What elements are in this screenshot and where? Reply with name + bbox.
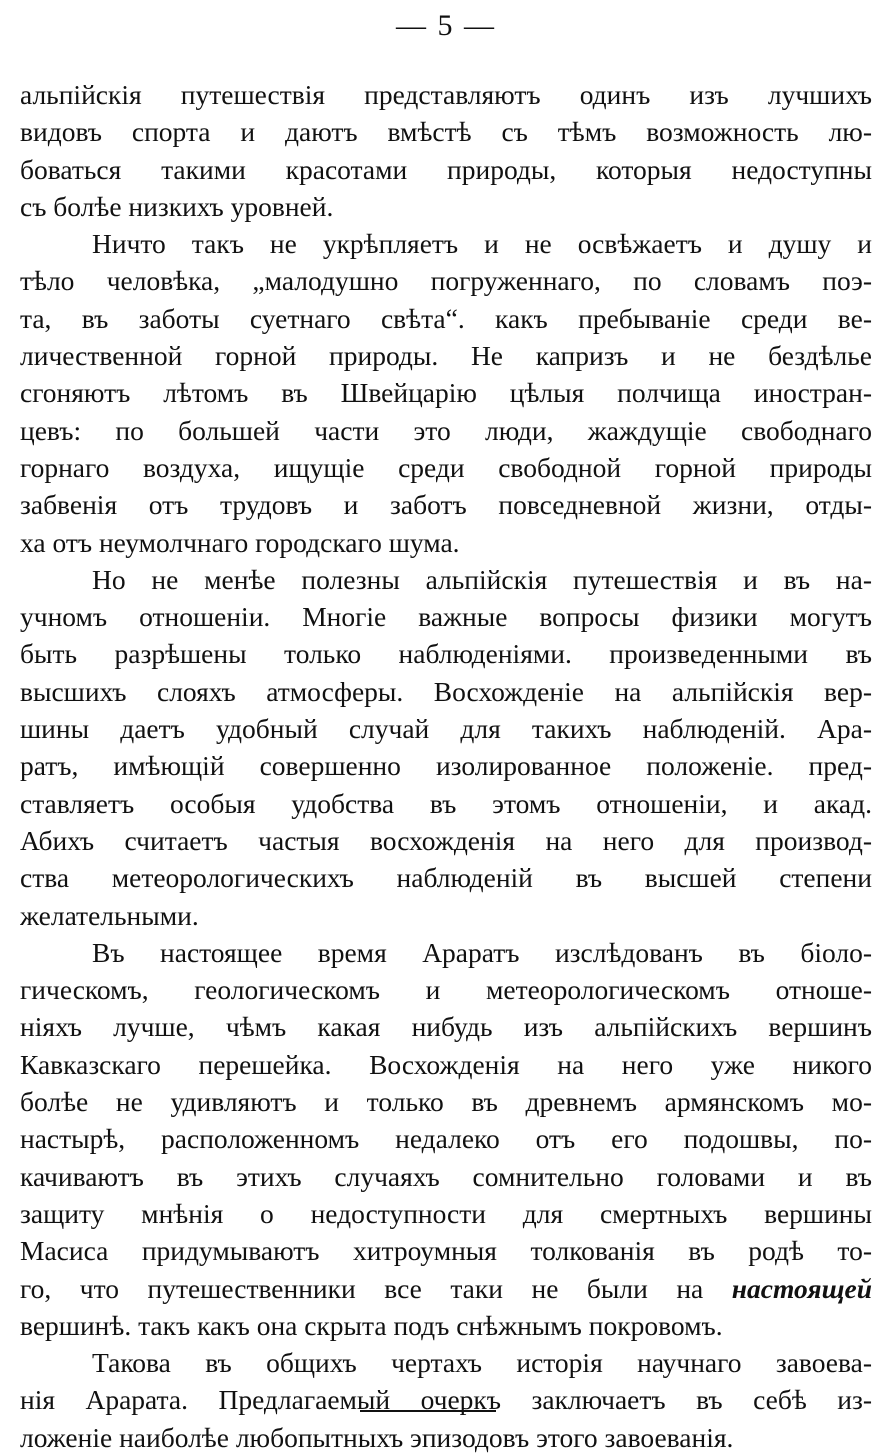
text-line: Но не менѣе полезны альпійскія путешествія и въ на- [92, 563, 872, 595]
text-line: высшихъ слояхъ атмосферы. Восхожденіе на альпійскія вер- [20, 675, 872, 707]
text-line: ратъ, имѣющій совершенно изолированное положеніе. пред- [20, 750, 872, 782]
text-line: Такова въ общихъ чертахъ исторія научнаго завоева- [92, 1347, 872, 1379]
paragraph [20, 934, 872, 1344]
text-line: гическомъ, геологическомъ и метеорологическомъ отноше- [20, 974, 872, 1006]
text-line: настырѣ, расположенномъ недалеко отъ его подошвы, по- [20, 1123, 872, 1155]
text-line: защиту мнѣнія о недоступности для смертныхъ вершины [20, 1197, 872, 1229]
text-line: съ болѣе низкихъ уровней. [20, 190, 334, 222]
text-line: ха отъ неумолчнаго городскаго шума. [20, 526, 460, 558]
emphasized-word: настоящей [731, 1272, 872, 1304]
text-line-with-emphasis [20, 1270, 872, 1307]
text-line: цевъ: по большей части это люди, жаждущіе свободнаго [20, 414, 872, 446]
document-page [20, 0, 872, 1453]
text-line: ложеніе наиболѣе любопытныхъ эпизодовъ этого завоеванія. [20, 1421, 734, 1453]
text-line: Кавказскаго перешейка. Восхожденія на него уже никого [20, 1048, 872, 1080]
paragraph [20, 561, 872, 934]
text-line: нія Арарата. Предлагаемый очеркъ заключаетъ въ себѣ из- [20, 1384, 872, 1416]
text-line: альпійскія путешествія представляютъ одинъ изъ лучшихъ [20, 79, 872, 110]
text-line: та, въ заботы суетнаго свѣта“. какъ пребываніе среди ве- [20, 302, 872, 334]
text-line: быть разрѣшены только наблюденіями. произведенными въ [20, 638, 872, 670]
text-line: болѣе не удивляютъ и только въ древнемъ армянскомъ мо- [20, 1086, 872, 1118]
text-line: горнаго воздуха, ищущіе среди свободной горной природы [20, 451, 872, 483]
paragraph [20, 1344, 872, 1456]
text-line: ства метеорологическихъ наблюденій въ высшей степени [20, 862, 872, 894]
text-line: Масиса придумываютъ хитроумныя толкованія въ родѣ то- [20, 1235, 872, 1267]
text-segment: го, что путешественники все таки не были на [20, 1272, 704, 1304]
text-line: учномъ отношеніи. Многіе важные вопросы физики могутъ [20, 601, 872, 633]
text-line: ніяхъ лучше, чѣмъ какая нибудь изъ альпійскихъ вершинъ [20, 1011, 872, 1043]
text-line: тѣло человѣка, „малодушно погруженнаго, по словамъ поэ- [20, 265, 872, 297]
paragraph [20, 76, 872, 225]
text-line: вершинѣ. такъ какъ она скрыта подъ снѣжнымъ покровомъ. [20, 1309, 723, 1341]
text-line: качиваютъ въ этихъ случаяхъ сомнительно головами и въ [20, 1160, 872, 1192]
text-line: шины даетъ удобный случай для такихъ наблюденій. Ара- [20, 713, 872, 745]
paragraph [20, 225, 872, 561]
text-line: Ничто такъ не укрѣпляетъ и не освѣжаетъ и душу и [92, 228, 872, 260]
text-line: Абихъ считаетъ частыя восхожденія на него для производ- [20, 824, 872, 856]
page-number: — 5 — [396, 9, 496, 42]
text-line: забвенія отъ трудовъ и заботъ повседневной жизни, отды- [20, 489, 872, 521]
text-line: ставляетъ особыя удобства въ этомъ отношеніи, и акад. [20, 787, 872, 819]
text-line: видовъ спорта и даютъ вмѣстѣ съ тѣмъ возможность лю- [20, 116, 872, 148]
text-line: сгоняютъ лѣтомъ въ Швейцарію цѣлыя полчища иностран- [20, 377, 872, 409]
body-text [20, 76, 872, 1456]
text-line: желательными. [20, 899, 199, 931]
text-line: личественной горной природы. Не капризъ и не бездѣлье [20, 340, 872, 372]
end-rule [360, 1410, 496, 1412]
text-line: боваться такими красотами природы, которыя недоступны [20, 153, 872, 185]
text-line: Въ настоящее время Араратъ изслѣдованъ въ біоло- [92, 936, 872, 968]
